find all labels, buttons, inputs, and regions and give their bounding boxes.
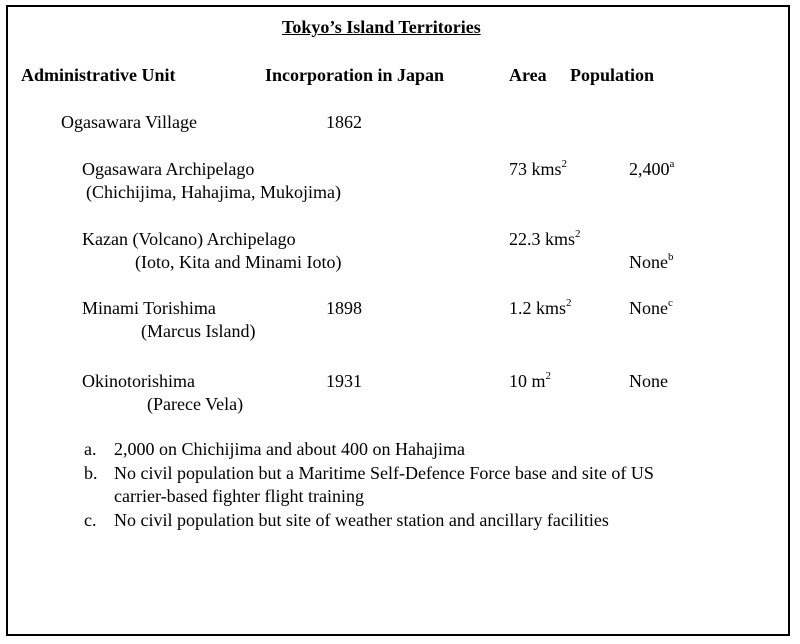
header-administrative-unit: Administrative Unit xyxy=(21,65,176,85)
table-frame xyxy=(6,5,790,636)
row-sub: (Parece Vela) xyxy=(147,394,244,414)
row-name: Okinotorishima xyxy=(82,371,195,391)
header-area: Area xyxy=(509,65,547,85)
row-name: Minami Torishima xyxy=(82,298,216,318)
row-area: 10 $m^2$ xyxy=(509,370,552,391)
row-year: 1862 xyxy=(326,112,362,132)
row-year: 1931 xyxy=(326,371,362,391)
footnote-b-continued: carrier-based fighter flight training xyxy=(114,486,365,506)
row-population: None xyxy=(629,371,668,391)
header-incorporation: Incorporation in Japan xyxy=(265,65,445,85)
row-area: 73 kms$^2$ xyxy=(509,158,568,179)
row-sub: (Ioto, Kita and Minami Ioto) xyxy=(135,252,342,272)
footnote-a: a. 2,000 on Chichijima and about 400 on Hahajima xyxy=(84,439,465,459)
row-population: 2,400$^a$ xyxy=(629,158,675,179)
row-area: 1.2 kms$^2$ xyxy=(509,297,572,318)
row-sub: (Marcus Island) xyxy=(141,321,256,341)
row-population: None$^b$ xyxy=(629,251,674,272)
row-area: 22.3 kms$^2$ xyxy=(509,228,581,249)
header-population: Population xyxy=(570,65,655,85)
row-year: 1898 xyxy=(326,298,362,318)
footnote-b: b. No civil population but a Maritime Self-Defence Force base and site of US xyxy=(84,463,654,483)
row-sub: (Chichijima, Hahajima, Mukojima) xyxy=(86,182,341,202)
page-title: Tokyo’s Island Territories xyxy=(282,17,481,37)
row-name: Ogasawara Archipelago xyxy=(82,159,255,179)
row-population: None$^c$ xyxy=(629,297,673,318)
row-name: Ogasawara Village xyxy=(61,112,198,132)
footnote-c: c. No civil population but site of weather station and ancillary facilities xyxy=(84,510,609,530)
row-name: Kazan (Volcano) Archipelago xyxy=(82,229,296,249)
